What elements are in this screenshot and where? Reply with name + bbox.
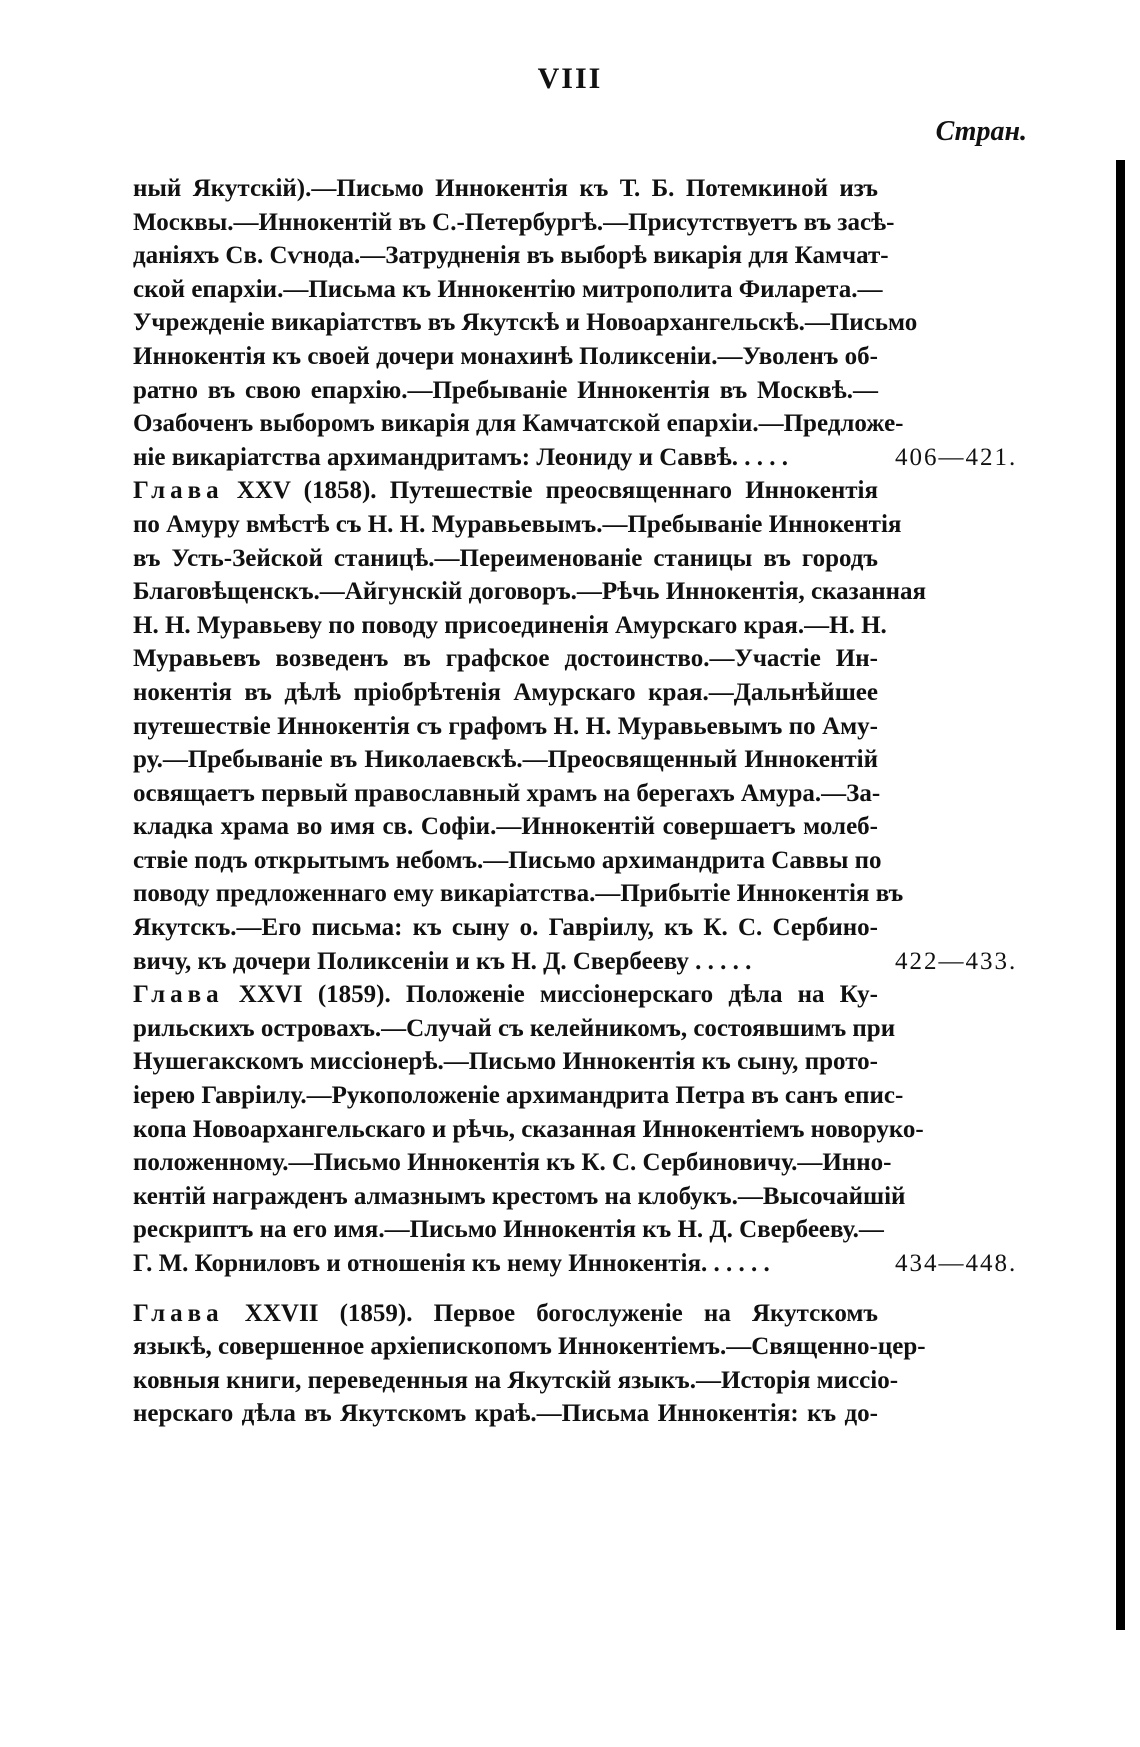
chapter-heading xyxy=(133,474,878,508)
chapter-heading xyxy=(133,978,878,1012)
binding-edge-rule xyxy=(1116,160,1125,1630)
toc-line-end xyxy=(133,1247,1018,1281)
toc-line: путешествіе Иннокентія съ графомъ Н. Н. Муравьевымъ по Аму- xyxy=(133,712,878,740)
toc-line: поводу предложеннаго ему викаріатства.—Прибытіе Иннокентія въ xyxy=(133,880,904,908)
page-range: 406—421. xyxy=(895,443,1018,471)
table-of-contents-text xyxy=(133,172,1018,1431)
toc-line-end xyxy=(133,945,1018,979)
chapter-numeral: XXVII xyxy=(244,1299,319,1327)
toc-line: даніяхъ Св. Сѵнода.—Затрудненія въ выборѣ викарія для Камчат- xyxy=(133,242,889,270)
toc-line: ствіе подъ открытымъ небомъ.—Письмо архимандрита Саввы по xyxy=(133,846,882,874)
page-number: VIII xyxy=(537,62,603,95)
page-range: 434—448. xyxy=(895,1250,1018,1277)
chapter-heading xyxy=(133,1297,878,1331)
toc-line: Москвы.—Иннокентій въ С.-Петербургѣ.—Присутствуетъ въ засѣ- xyxy=(133,208,895,236)
toc-line: ный Якутскій).—Письмо Иннокентія къ Т. Б. Потемкиной изъ xyxy=(133,175,878,202)
toc-line: ніе викаріатства архимандритамъ: Леониду и Саввѣ. . . . . xyxy=(133,443,789,471)
toc-line: языкѣ, совершенное архіепископомъ Иннокентіемъ.—Священно-цер- xyxy=(133,1333,926,1361)
chapter-numeral: XXV xyxy=(236,477,291,505)
chapter-year: (1859). xyxy=(317,981,391,1009)
toc-line: рильскихъ островахъ.—Случай съ келейникомъ, состоявшимъ при xyxy=(133,1014,896,1042)
toc-line: копа Новоархангельскаго и рѣчь, сказанная Иннокентіемъ новоруко- xyxy=(133,1115,924,1143)
toc-line: нерскаго дѣла въ Якутскомъ краѣ.—Письма Иннокентія: къ до- xyxy=(133,1400,878,1428)
toc-line: Нушегакскомъ миссіонерѣ.—Письмо Иннокентія къ сыну, прото- xyxy=(133,1048,878,1076)
toc-line: ской епархіи.—Письма къ Иннокентію митрополита Филарета.— xyxy=(133,275,883,303)
toc-line: Г. М. Корниловъ и отношенія къ нему Иннокентія. . . . . . xyxy=(133,1250,770,1277)
toc-line: ковныя книги, переведенныя на Якутскій языкъ.—Исторія миссіо- xyxy=(133,1366,899,1394)
toc-line: вичу, къ дочери Поликсеніи и къ Н. Д. Свербееву . . . . . xyxy=(133,947,752,975)
toc-line: іерею Гавріилу.—Рукоположеніе архимандрита Петра въ санъ епис- xyxy=(133,1082,904,1110)
page-range: 422—433. xyxy=(895,947,1018,975)
chapter-year: (1858). xyxy=(303,477,377,505)
toc-line: Благовѣщенскъ.—Айгунскій договоръ.—Рѣчь Иннокентія, сказанная xyxy=(133,578,927,606)
chapter-title: Положеніе миссіонерскаго дѣла на Ку- xyxy=(405,981,879,1009)
toc-line: рескриптъ на его имя.—Письмо Иннокентія къ Н. Д. Свербееву.— xyxy=(133,1216,884,1244)
chapter-label: Глава xyxy=(133,1299,224,1327)
toc-line: Муравьевъ возведенъ въ графское достоинство.—Участіе Ин- xyxy=(133,645,878,673)
toc-line: Н. Н. Муравьеву по поводу присоединенія Амурскаго края.—Н. Н. xyxy=(133,611,887,639)
toc-line: Иннокентія къ своей дочери монахинѣ Поликсеніи.—Уволенъ об- xyxy=(133,342,878,370)
pages-column-header: Стран. xyxy=(935,116,1027,147)
chapter-title: Путешествіе преосвященнаго Иннокентія xyxy=(389,477,879,505)
toc-line: освящаетъ первый православный храмъ на берегахъ Амура.—За- xyxy=(133,779,881,807)
toc-line: нокентія въ дѣлѣ пріобрѣтенія Амурскаго края.—Дальнѣйшее xyxy=(133,678,878,706)
toc-line: Учрежденіе викаріатствъ въ Якутскѣ и Новоархангельскѣ.—Письмо xyxy=(133,309,918,337)
toc-line: Озабоченъ выборомъ викарія для Камчатской епархіи.—Предложе- xyxy=(133,410,904,438)
toc-line: въ Усть-Зейской станицѣ.—Переименованіе станицы въ городъ xyxy=(133,544,878,572)
toc-line: ратно въ свою епархію.—Пребываніе Иннокентія въ Москвѣ.— xyxy=(133,376,878,404)
toc-line: кентій награжденъ алмазнымъ крестомъ на клобукъ.—Высочайшій xyxy=(133,1182,906,1210)
chapter-year: (1859). xyxy=(339,1299,413,1327)
toc-line: кладка храма во имя св. Софіи.—Иннокентій совершаетъ молеб- xyxy=(133,813,878,841)
toc-line: по Амуру вмѣстѣ съ Н. Н. Муравьевымъ.—Пребываніе Иннокентія xyxy=(133,510,902,538)
toc-line: Якутскъ.—Его письма: къ сыну о. Гавріилу, къ К. С. Сербино- xyxy=(133,914,878,942)
chapter-label: Глава xyxy=(133,477,224,505)
toc-line: ру.—Пребываніе въ Николаевскѣ.—Преосвященный Иннокентій xyxy=(133,746,878,774)
toc-line: положенному.—Письмо Иннокентія къ К. С. Сербиновичу.—Инно- xyxy=(133,1149,892,1177)
toc-line-end xyxy=(133,441,1018,475)
chapter-title: Первое богослуженіе на Якутскомъ xyxy=(433,1299,878,1327)
chapter-label: Глава xyxy=(133,981,224,1009)
chapter-numeral: XXVI xyxy=(238,981,303,1009)
